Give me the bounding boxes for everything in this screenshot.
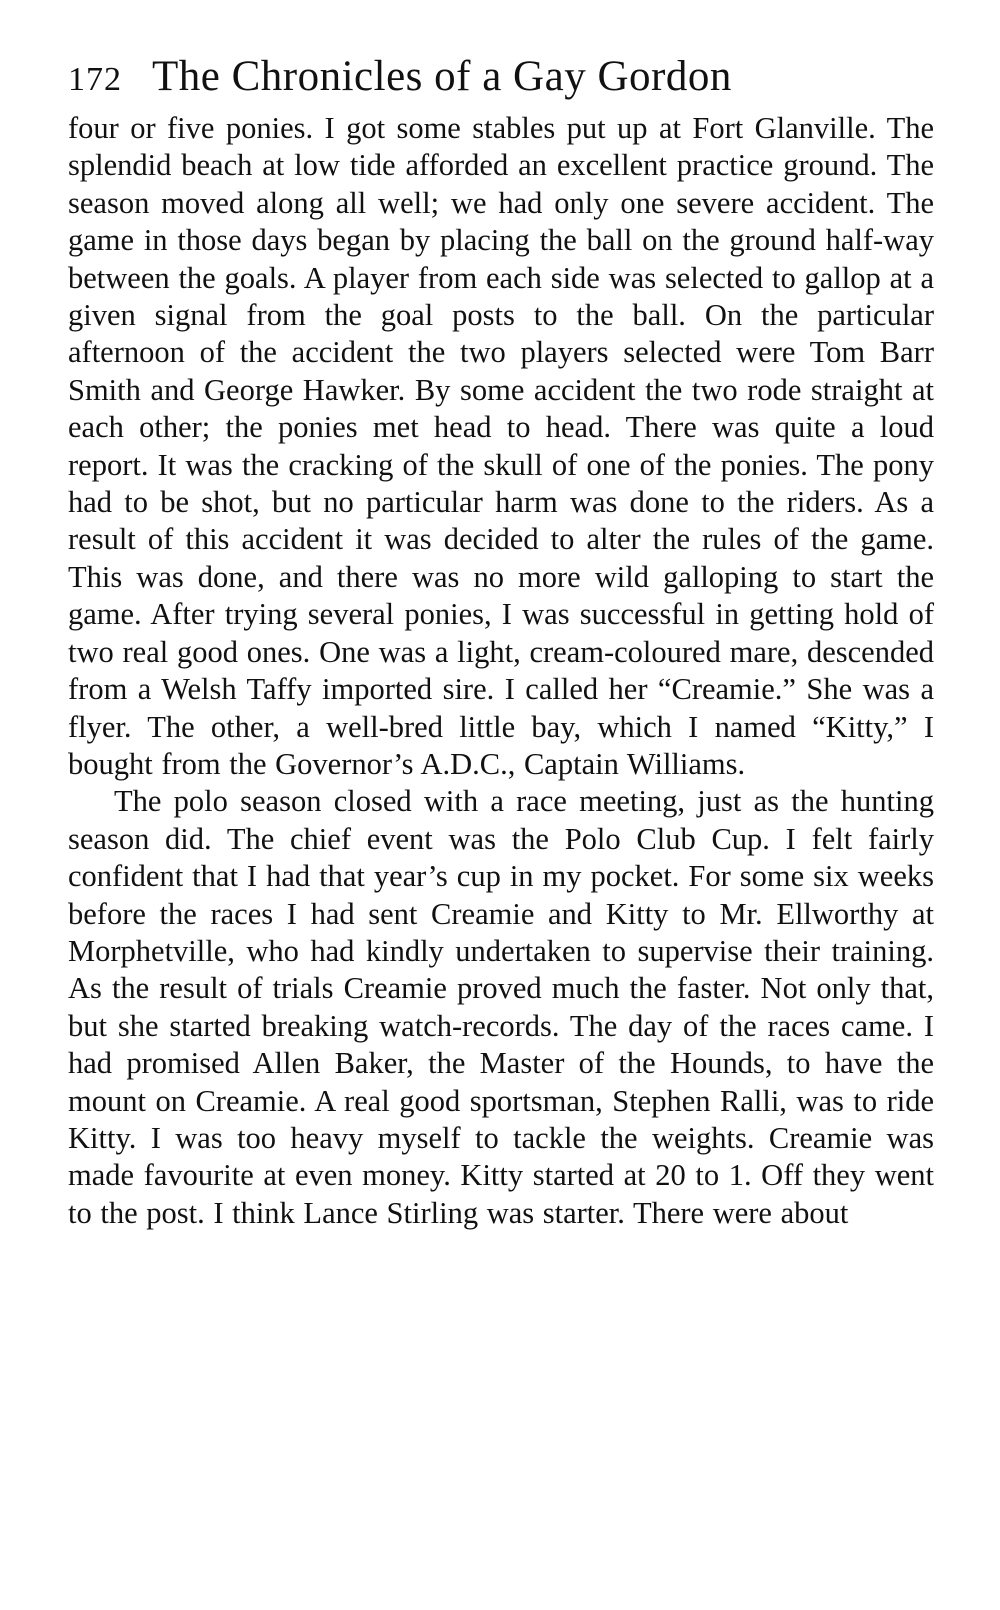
book-title: The Chronicles of a Gay Gordon — [152, 53, 732, 100]
running-header — [68, 52, 934, 108]
page-number: 172 — [68, 61, 122, 98]
paragraph-2: The polo season closed with a race meeting, just as the hunting season did. The chief event was the Polo Club Cup. I felt fairly confident that I had that year’s cup in my pocket. For some six weeks before the races I had sent Creamie and Kitty to Mr. Ellworthy at Morphetville, who had kindly undertaken to supervise their training. As the result of trials Creamie proved much the faster. Not only that, but she started breaking watch-records. The day of the races came. I had promised Allen Baker, the Master of the Hounds, to have the mount on Creamie. A real good sportsman, Stephen Ralli, was to ride Kitty. I was too heavy myself to tackle the weights. Creamie was made favourite at even money. Kitty started at 20 to 1. Off they went to the post. I think Lance Stirling was starter. There were about — [68, 784, 934, 1230]
book-page — [68, 52, 934, 1232]
paragraph-1: four or five ponies. I got some stables put up at Fort Glanville. The splendid beach at low tide afforded an excellent practice ground. The season moved along all well; we had only one severe accident. The game in those days began by placing the ball on the ground half-way between the goals. A player from each side was selected to gallop at a given signal from the goal posts to the ball. On the particular afternoon of the accident the two players selected were Tom Barr Smith and George Hawker. By some accident the two rode straight at each other; the ponies met head to head. There was quite a loud report. It was the cracking of the skull of one of the ponies. The pony had to be shot, but no particular harm was done to the riders. As a result of this accident it was decided to alter the rules of the game. This was done, and there was no more wild galloping to start the game. After trying several ponies, I was successful in getting hold of two real good ones. One was a light, cream-coloured mare, descended from a Welsh Taffy imported sire. I called her “Creamie.” She was a flyer. The other, a well-bred little bay, which I named “Kitty,” I bought from the Governor’s A.D.C., Captain Williams. — [68, 111, 934, 781]
body-text — [68, 110, 934, 1232]
